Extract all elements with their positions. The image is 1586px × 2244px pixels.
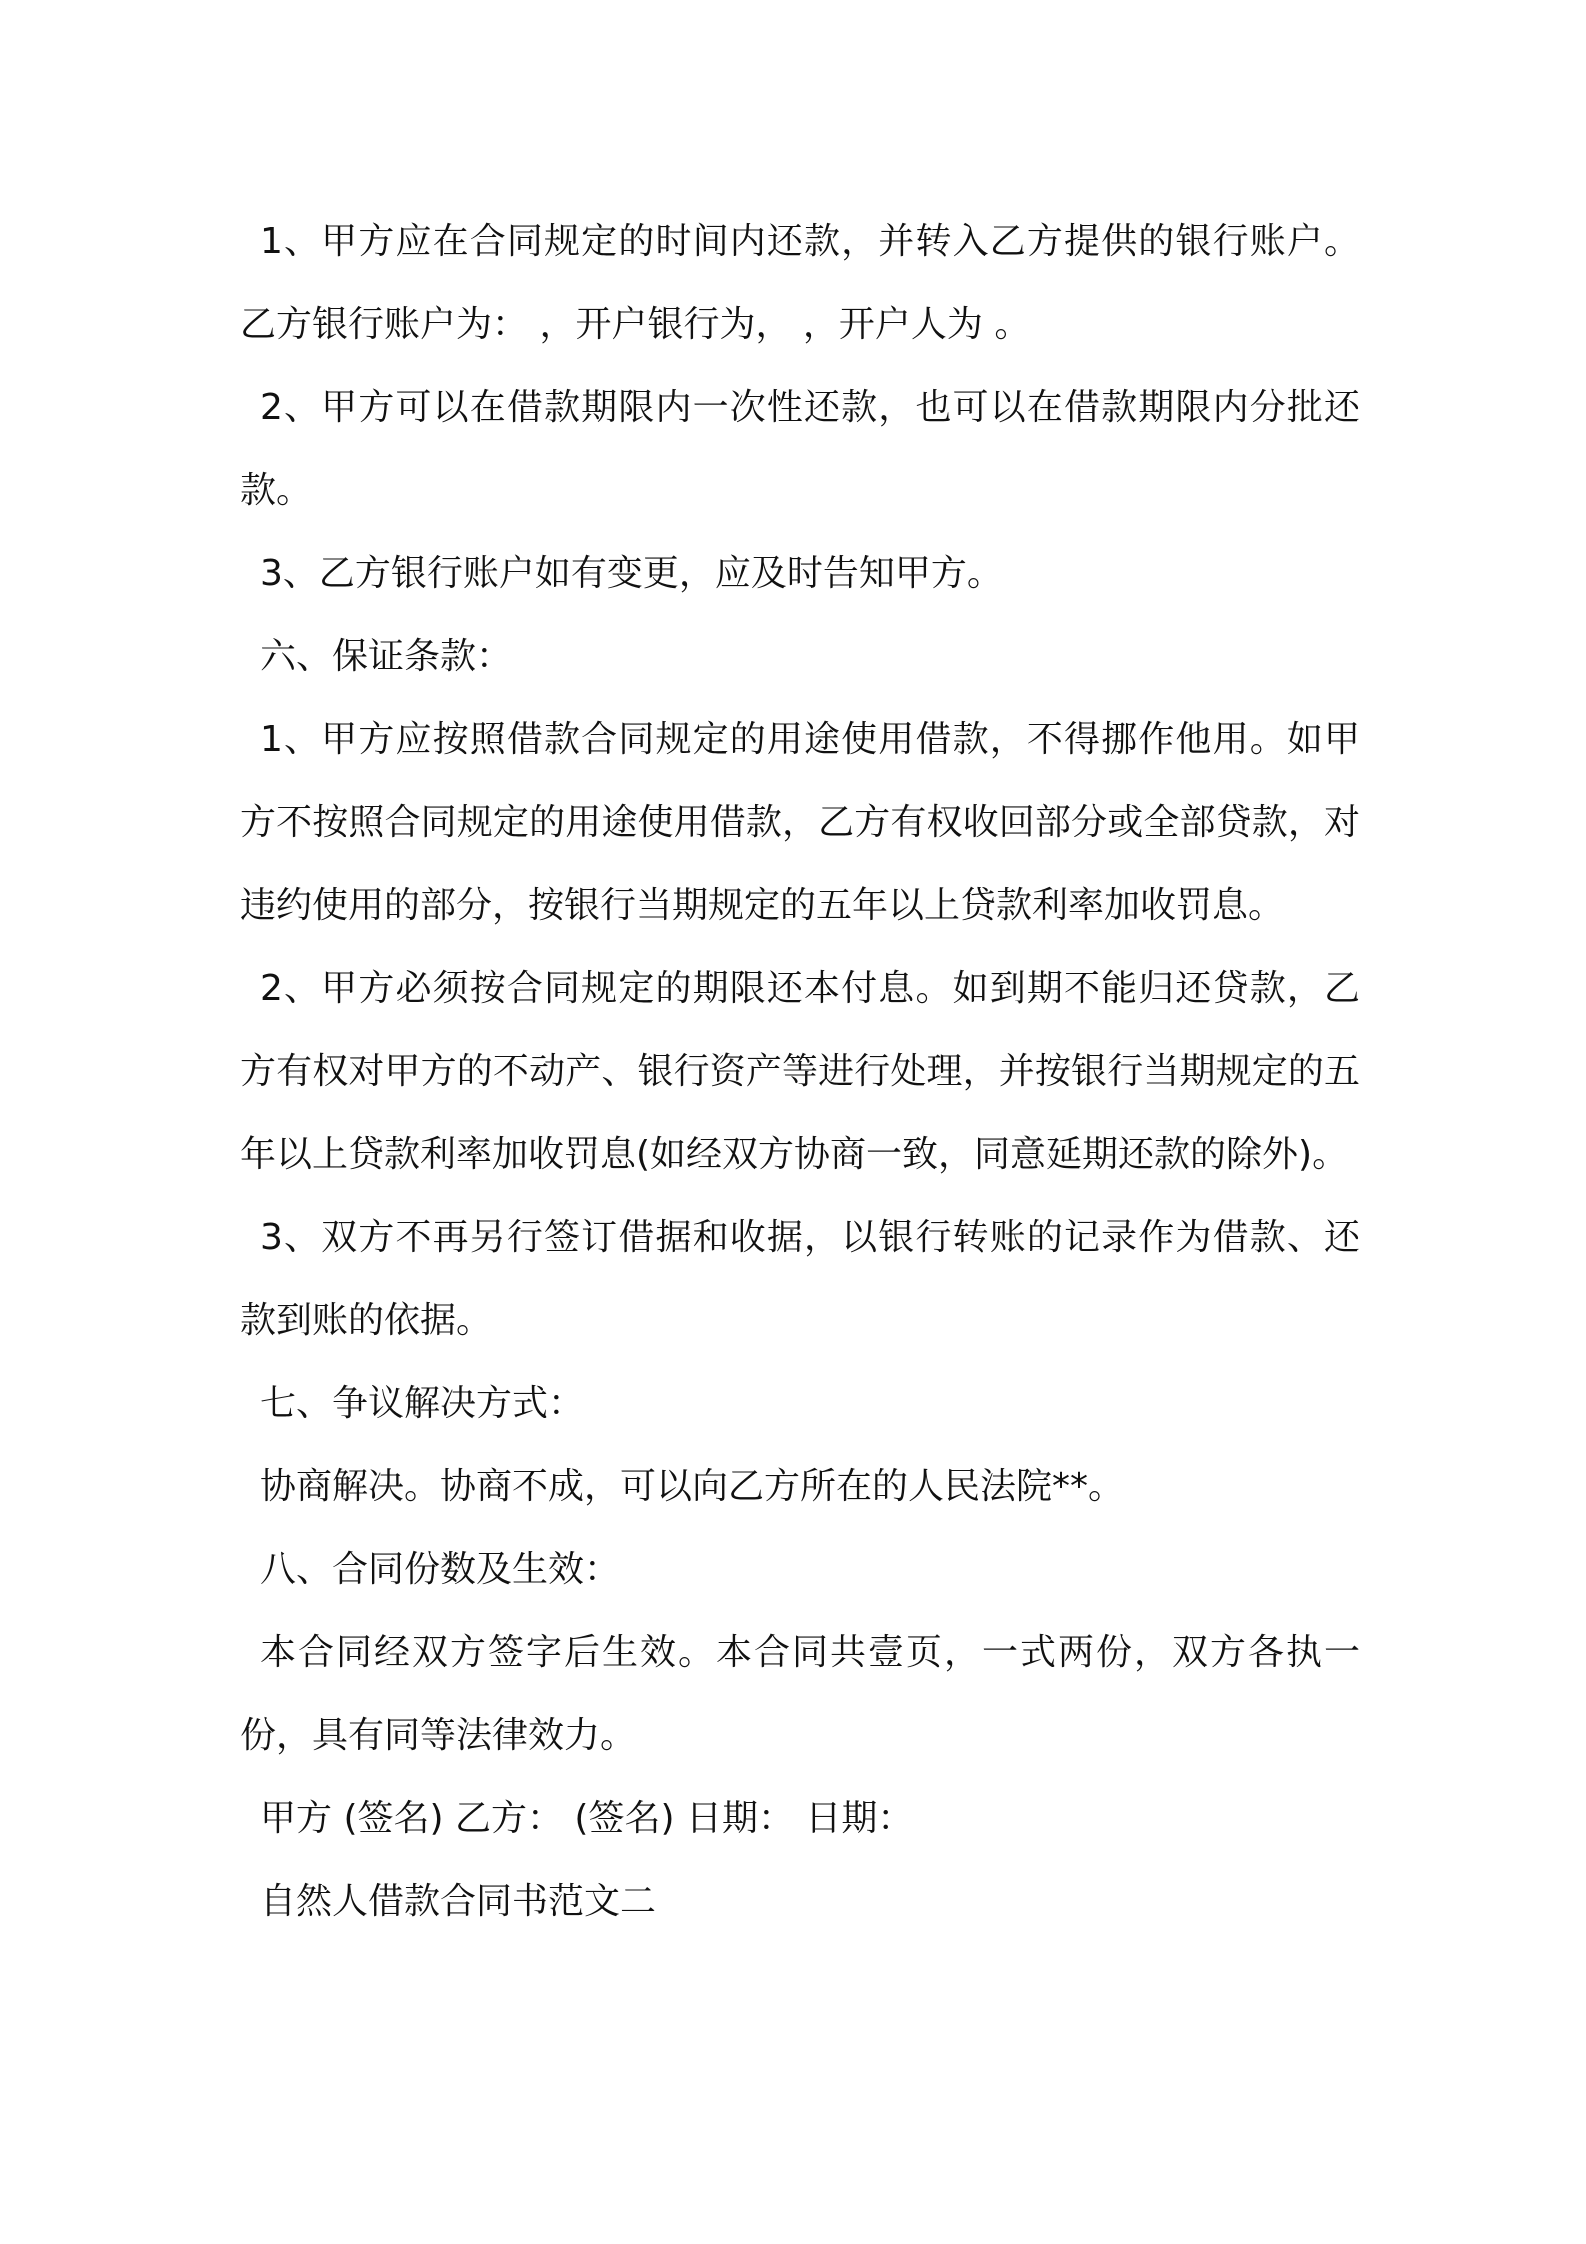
clause-repayment-term: 2、甲方必须按合同规定的期限还本付息。如到期不能归还贷款，乙方有权对甲方的不动产、银行资产等进行处理，并按银行当期规定的五年以上贷款利率加收罚息(如经双方协商一致，同意延期还款的除外)。 <box>240 968 1360 1175</box>
clause-loan-usage: 1、甲方应按照借款合同规定的用途使用借款，不得挪作他用。如甲方不按照合同规定的用途使用借款，乙方有权收回部分或全部贷款，对违约使用的部分，按银行当期规定的五年以上贷款利率加收罚息。 <box>240 719 1360 926</box>
clause-repayment-account: 1、甲方应在合同规定的时间内还款，并转入乙方提供的银行账户。乙方银行账户为： ，开户银行为， ，开户人为 。 <box>240 221 1360 345</box>
clause-repayment-method: 2、甲方可以在借款期限内一次性还款，也可以在借款期限内分批还款。 <box>240 387 1360 511</box>
section-heading-copies: 八、合同份数及生效： <box>260 1549 621 1590</box>
section-heading-guarantee: 六、保证条款： <box>260 636 513 677</box>
clause-copies-effect: 本合同经双方签字后生效。本合同共壹页，一式两份，双方各执一份，具有同等法律效力。 <box>240 1632 1360 1756</box>
next-document-title: 自然人借款合同书范文二 <box>260 1881 657 1922</box>
clause-transfer-record: 3、双方不再另行签订借据和收据，以银行转账的记录作为借款、还款到账的依据。 <box>240 1217 1360 1341</box>
clause-dispute-resolution: 协商解决。协商不成，可以向乙方所在的人民法院**。 <box>260 1466 1125 1507</box>
clause-account-change: 3、乙方银行账户如有变更，应及时告知甲方。 <box>260 553 1003 594</box>
signature-line: 甲方 (签名) 乙方： (签名) 日期： 日期： <box>260 1798 914 1839</box>
section-heading-dispute: 七、争议解决方式： <box>260 1383 585 1424</box>
document-body <box>240 200 1360 1943</box>
